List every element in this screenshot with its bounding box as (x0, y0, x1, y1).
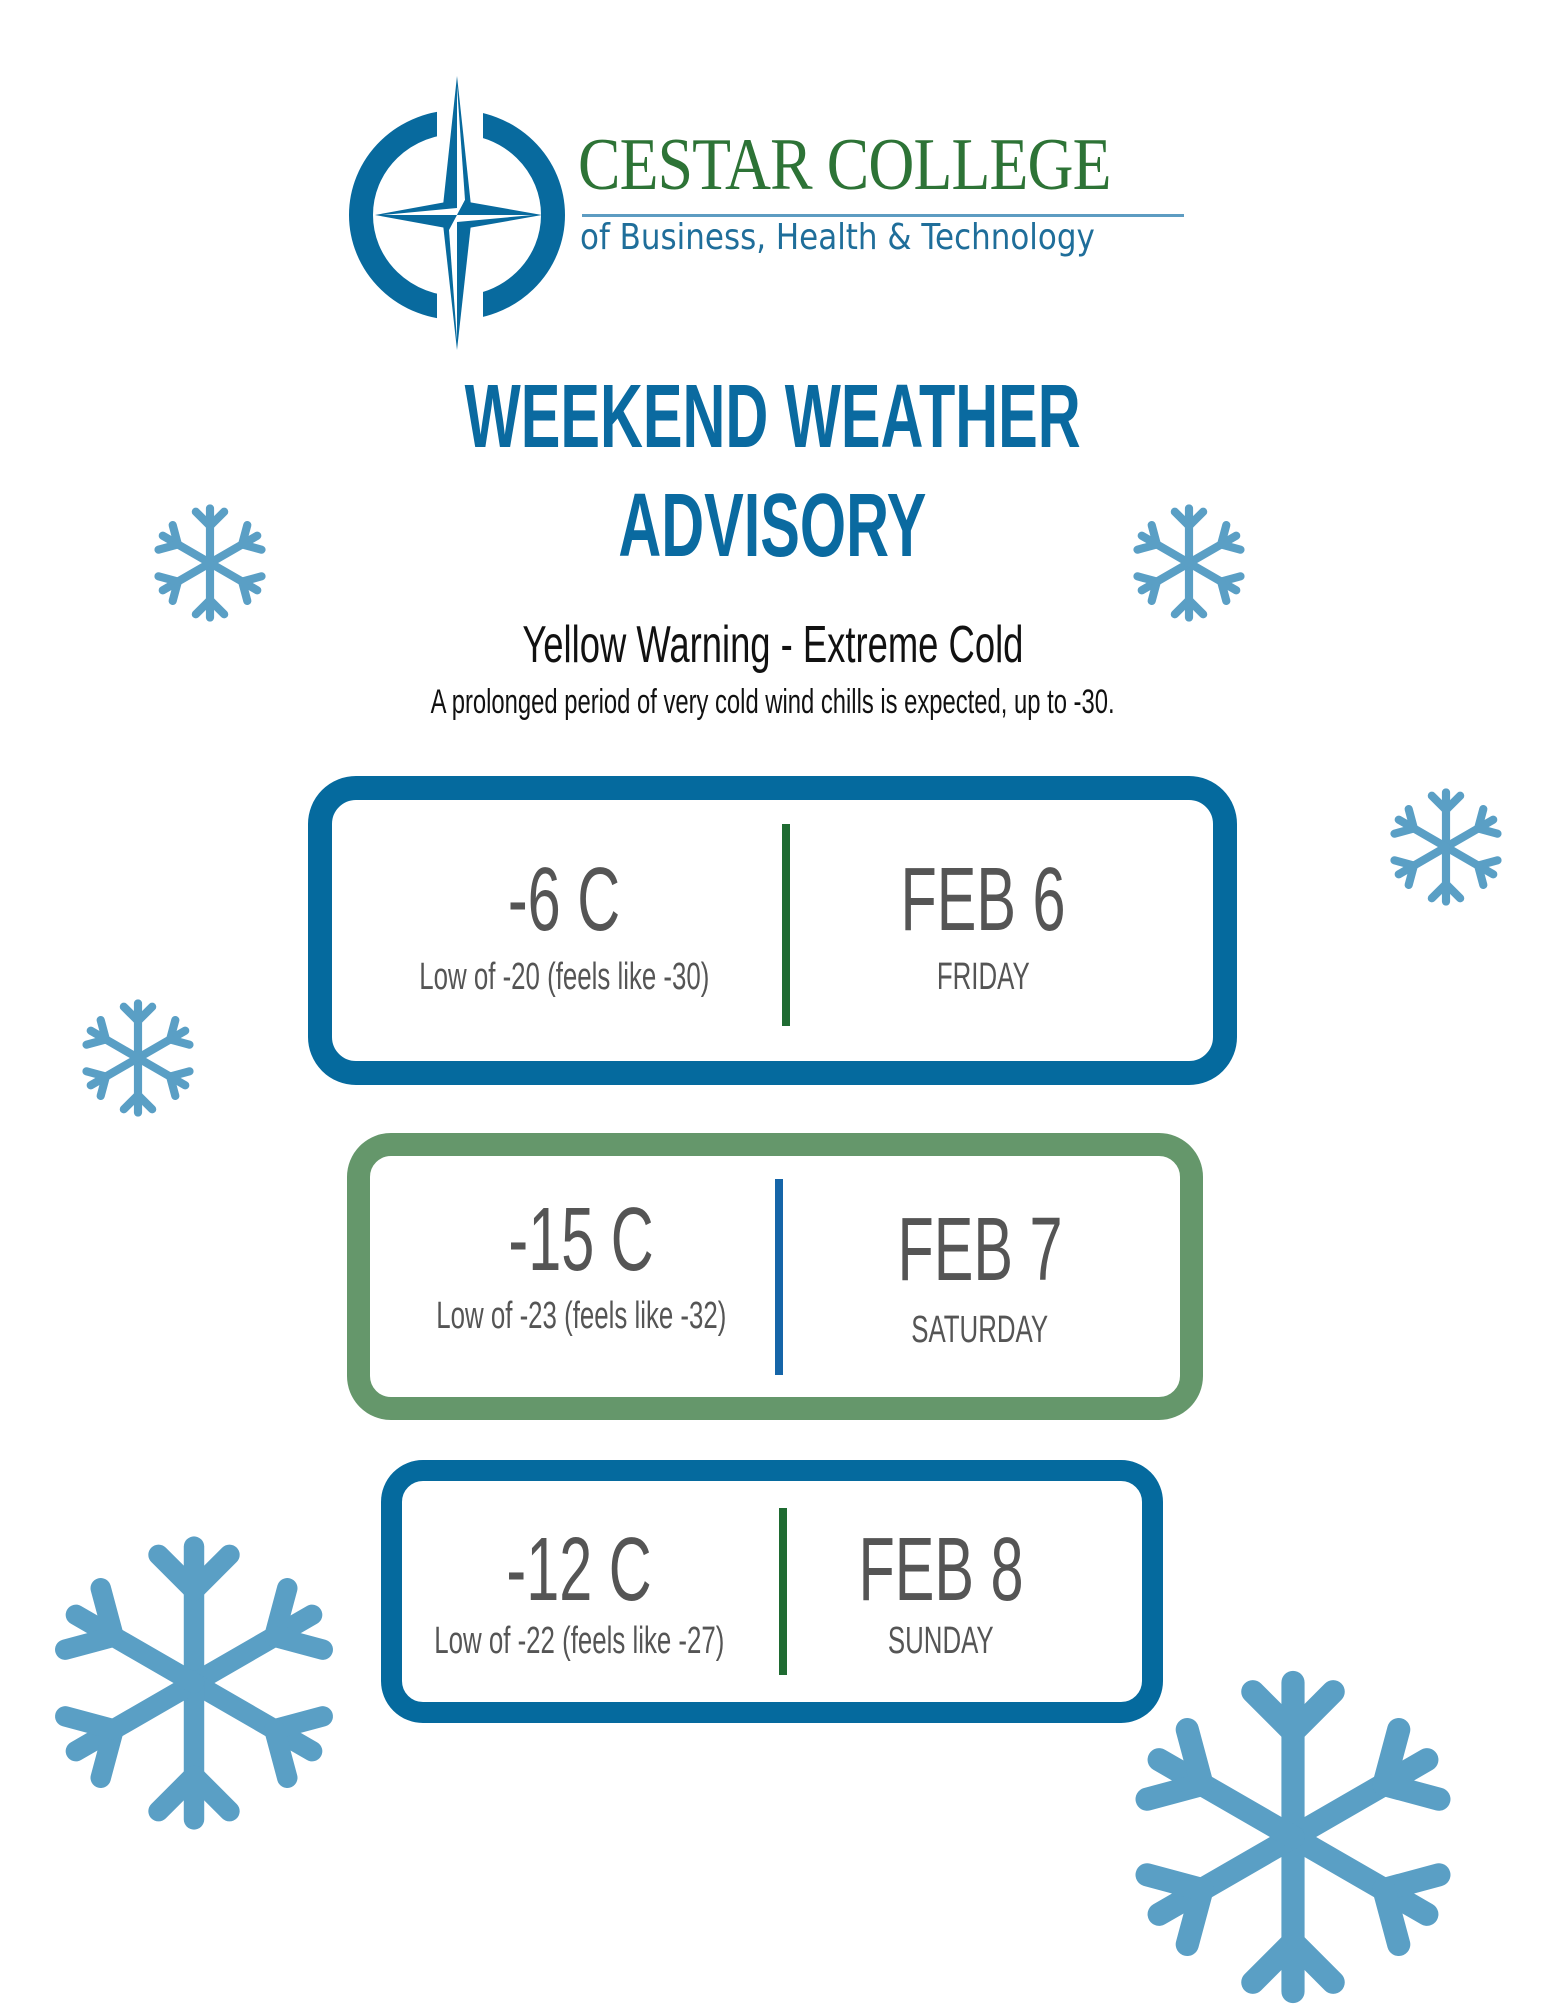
temperature-high: -6 C (507, 850, 621, 950)
snowflake-icon (44, 1533, 344, 1833)
forecast-day: SATURDAY (911, 1309, 1049, 1351)
forecast-day: FRIDAY (936, 956, 1030, 998)
forecast-day: SUNDAY (888, 1620, 994, 1662)
temperature-high: -12 C (506, 1520, 652, 1620)
temperature-low: Low of -20 (feels like -30) (418, 956, 710, 998)
snowflake-icon (1386, 787, 1506, 907)
temperature-high: -15 C (508, 1190, 654, 1290)
page-title-line-2: ADVISORY (618, 476, 927, 576)
snowflake-icon (1129, 503, 1249, 623)
college-name: CESTAR COLLEGE (578, 124, 1111, 206)
temperature-low: Low of -22 (feels like -27) (433, 1620, 725, 1662)
temperature-low: Low of -23 (feels like -32) (435, 1295, 727, 1337)
warning-description: A prolonged period of very cold wind chills is expected, up to -30. (430, 683, 1115, 721)
forecast-date: FEB 8 (858, 1520, 1024, 1620)
page-title-line-1: WEEKEND WEATHER (464, 367, 1081, 467)
snowflake-icon (1123, 1667, 1463, 2007)
compass-star-icon (345, 72, 575, 357)
snowflake-icon (78, 998, 198, 1118)
college-subtitle: of Business, Health & Technology (580, 217, 1095, 258)
warning-title: Yellow Warning - Extreme Cold (521, 616, 1024, 674)
snowflake-icon (150, 503, 270, 623)
forecast-date: FEB 7 (897, 1200, 1063, 1300)
forecast-date: FEB 6 (900, 850, 1066, 950)
